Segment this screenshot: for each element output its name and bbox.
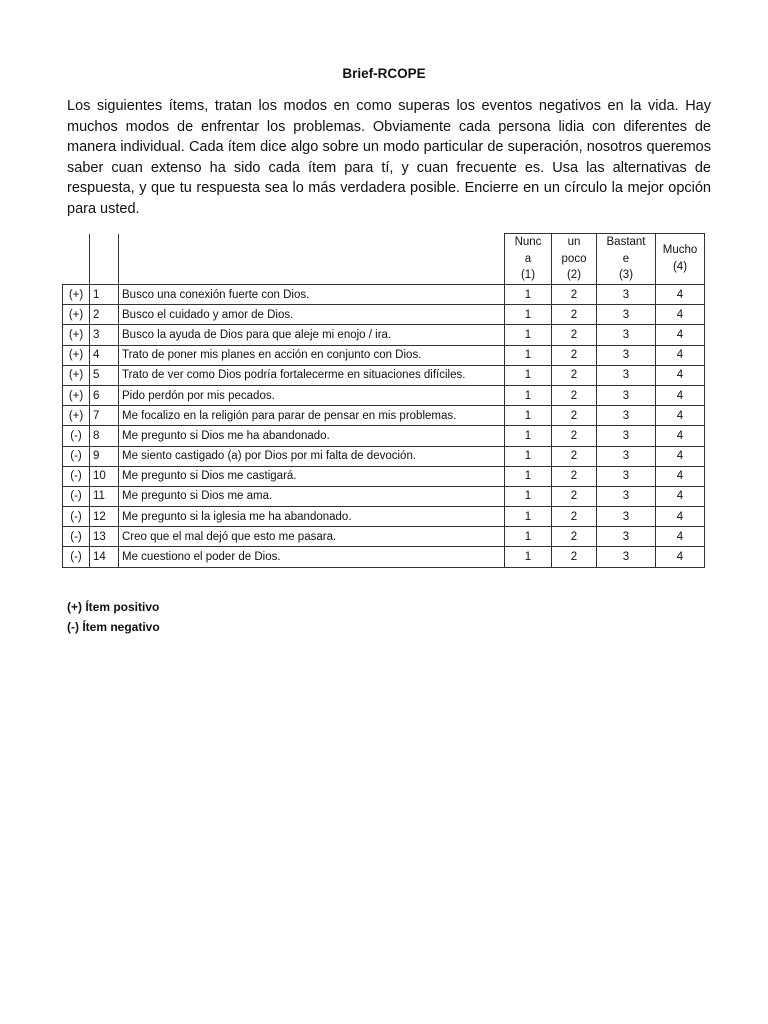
item-sign: (+)	[63, 325, 90, 345]
response-option-3[interactable]: 3	[597, 325, 656, 345]
table-row	[63, 426, 705, 446]
response-option-3[interactable]: 3	[597, 547, 656, 567]
response-option-3[interactable]: 3	[597, 365, 656, 385]
response-option-1[interactable]: 1	[505, 507, 552, 527]
response-option-2[interactable]: 2	[552, 305, 597, 325]
header-option-4	[656, 234, 705, 285]
item-text: Trato de ver como Dios podría fortalecerme en situaciones difíciles.	[119, 365, 505, 385]
response-option-2[interactable]: 2	[552, 325, 597, 345]
response-option-3[interactable]: 3	[597, 486, 656, 506]
intro-paragraph: Los siguientes ítems, tratan los modos en como superas los eventos negativos en la vida. Hay muchos modos de enfrentar los problemas. Obviamente cada persona lidia con diferentes de manera individual. Cada ítem dice algo sobre un modo particular de superación, nosotros queremos saber cuan extenso ha sido cada ítem para tí, y cuan frecuente es. Usa las alternativas de respuesta, y que tu respuesta sea lo más verdadera posible. Encierre en un círculo la mejor opción para usted.	[67, 98, 711, 217]
response-option-1[interactable]: 1	[505, 365, 552, 385]
response-option-4[interactable]: 4	[656, 426, 705, 446]
header-label-line: (4)	[672, 261, 688, 273]
response-option-1[interactable]: 1	[505, 547, 552, 567]
item-number: 5	[90, 365, 119, 385]
item-text: Busco una conexión fuerte con Dios.	[119, 285, 505, 305]
table-row	[63, 385, 705, 405]
item-text: Busco el cuidado y amor de Dios.	[119, 305, 505, 325]
response-option-1[interactable]: 1	[505, 426, 552, 446]
table-row	[63, 547, 705, 567]
item-number: 10	[90, 466, 119, 486]
response-option-4[interactable]: 4	[656, 527, 705, 547]
response-option-4[interactable]: 4	[656, 345, 705, 365]
item-number: 1	[90, 285, 119, 305]
item-text: Trato de poner mis planes en acción en conjunto con Dios.	[119, 345, 505, 365]
response-option-2[interactable]: 2	[552, 426, 597, 446]
header-label-line: (3)	[618, 269, 634, 282]
table-row	[63, 345, 705, 365]
item-number: 8	[90, 426, 119, 446]
response-option-1[interactable]: 1	[505, 527, 552, 547]
response-option-1[interactable]: 1	[505, 305, 552, 325]
header-option-1	[505, 234, 552, 285]
brief-rcope-table	[62, 233, 705, 568]
header-option-3	[597, 234, 656, 285]
item-text: Me pregunto si Dios me castigará.	[119, 466, 505, 486]
item-number: 13	[90, 527, 119, 547]
table-row	[63, 507, 705, 527]
response-option-1[interactable]: 1	[505, 466, 552, 486]
response-option-1[interactable]: 1	[505, 446, 552, 466]
item-sign: (+)	[63, 385, 90, 405]
item-sign: (+)	[63, 285, 90, 305]
item-sign: (-)	[63, 486, 90, 506]
header-label-line: e	[622, 252, 630, 265]
response-option-1[interactable]: 1	[505, 325, 552, 345]
response-option-4[interactable]: 4	[656, 406, 705, 426]
table-row	[63, 285, 705, 305]
response-option-2[interactable]: 2	[552, 365, 597, 385]
response-option-1[interactable]: 1	[505, 385, 552, 405]
item-sign: (+)	[63, 305, 90, 325]
legend-positive: (+) Ítem positivo	[67, 600, 160, 614]
table-row	[63, 446, 705, 466]
item-number: 4	[90, 345, 119, 365]
item-number: 12	[90, 507, 119, 527]
item-text: Me pregunto si Dios me ama.	[119, 486, 505, 506]
item-text: Pido perdón por mis pecados.	[119, 385, 505, 405]
response-option-3[interactable]: 3	[597, 385, 656, 405]
response-option-3[interactable]: 3	[597, 446, 656, 466]
item-number: 14	[90, 547, 119, 567]
response-option-2[interactable]: 2	[552, 406, 597, 426]
response-option-2[interactable]: 2	[552, 385, 597, 405]
response-option-1[interactable]: 1	[505, 406, 552, 426]
header-label-line: Mucho	[662, 244, 698, 257]
item-sign: (-)	[63, 466, 90, 486]
table-row	[63, 486, 705, 506]
response-option-3[interactable]: 3	[597, 406, 656, 426]
item-number: 6	[90, 385, 119, 405]
response-option-2[interactable]: 2	[552, 507, 597, 527]
item-sign: (-)	[63, 547, 90, 567]
table-row	[63, 466, 705, 486]
item-number: 9	[90, 446, 119, 466]
document-title: Brief-RCOPE	[342, 66, 426, 81]
header-label-line: Nunc	[514, 236, 542, 249]
response-option-1[interactable]: 1	[505, 345, 552, 365]
item-sign: (-)	[63, 426, 90, 446]
header-blank-cell	[119, 234, 505, 285]
item-number: 3	[90, 325, 119, 345]
response-option-2[interactable]: 2	[552, 527, 597, 547]
response-option-2[interactable]: 2	[552, 547, 597, 567]
response-option-4[interactable]: 4	[656, 547, 705, 567]
header-label-line: a	[524, 252, 532, 265]
response-option-4[interactable]: 4	[656, 385, 705, 405]
response-option-3[interactable]: 3	[597, 466, 656, 486]
item-number: 2	[90, 305, 119, 325]
response-option-4[interactable]: 4	[656, 365, 705, 385]
response-option-4[interactable]: 4	[656, 325, 705, 345]
item-sign: (-)	[63, 446, 90, 466]
response-option-4[interactable]: 4	[656, 486, 705, 506]
item-sign: (-)	[63, 527, 90, 547]
legend-negative: (-) Ítem negativo	[67, 620, 160, 634]
response-option-3[interactable]: 3	[597, 507, 656, 527]
table-row	[63, 325, 705, 345]
response-option-4[interactable]: 4	[656, 305, 705, 325]
response-option-4[interactable]: 4	[656, 285, 705, 305]
response-option-3[interactable]: 3	[597, 527, 656, 547]
item-number: 7	[90, 406, 119, 426]
table-row	[63, 527, 705, 547]
response-option-2[interactable]: 2	[552, 446, 597, 466]
table-row	[63, 365, 705, 385]
response-option-3[interactable]: 3	[597, 285, 656, 305]
response-option-2[interactable]: 2	[552, 285, 597, 305]
response-option-3[interactable]: 3	[597, 426, 656, 446]
response-option-3[interactable]: 3	[597, 305, 656, 325]
response-option-4[interactable]: 4	[656, 466, 705, 486]
response-option-2[interactable]: 2	[552, 486, 597, 506]
item-text: Me pregunto si la iglesia me ha abandonado.	[119, 507, 505, 527]
header-blank-cell	[90, 234, 119, 285]
header-blank-cell	[63, 234, 90, 285]
header-label-line: (2)	[566, 269, 582, 282]
header-option-2	[552, 234, 597, 285]
item-text: Me pregunto si Dios me ha abandonado.	[119, 426, 505, 446]
item-text: Creo que el mal dejó que esto me pasara.	[119, 527, 505, 547]
item-sign: (+)	[63, 365, 90, 385]
item-text: Me siento castigado (a) por Dios por mi falta de devoción.	[119, 446, 505, 466]
response-option-1[interactable]: 1	[505, 285, 552, 305]
header-label-line: poco	[561, 252, 587, 265]
item-text: Busco la ayuda de Dios para que aleje mi enojo / ira.	[119, 325, 505, 345]
table-header-row	[63, 234, 705, 285]
response-option-2[interactable]: 2	[552, 345, 597, 365]
header-label-line: (1)	[520, 269, 536, 282]
item-text: Me focalizo en la religión para parar de pensar en mis problemas.	[119, 406, 505, 426]
item-sign: (-)	[63, 507, 90, 527]
response-option-4[interactable]: 4	[656, 446, 705, 466]
response-option-2[interactable]: 2	[552, 466, 597, 486]
header-label-line: un	[567, 236, 581, 249]
item-text: Me cuestiono el poder de Dios.	[119, 547, 505, 567]
table-row	[63, 406, 705, 426]
item-sign: (+)	[63, 345, 90, 365]
response-option-4[interactable]: 4	[656, 507, 705, 527]
table-row	[63, 305, 705, 325]
response-option-1[interactable]: 1	[505, 486, 552, 506]
item-sign: (+)	[63, 406, 90, 426]
response-option-3[interactable]: 3	[597, 345, 656, 365]
item-number: 11	[90, 486, 119, 506]
header-label-line: Bastant	[606, 236, 646, 249]
